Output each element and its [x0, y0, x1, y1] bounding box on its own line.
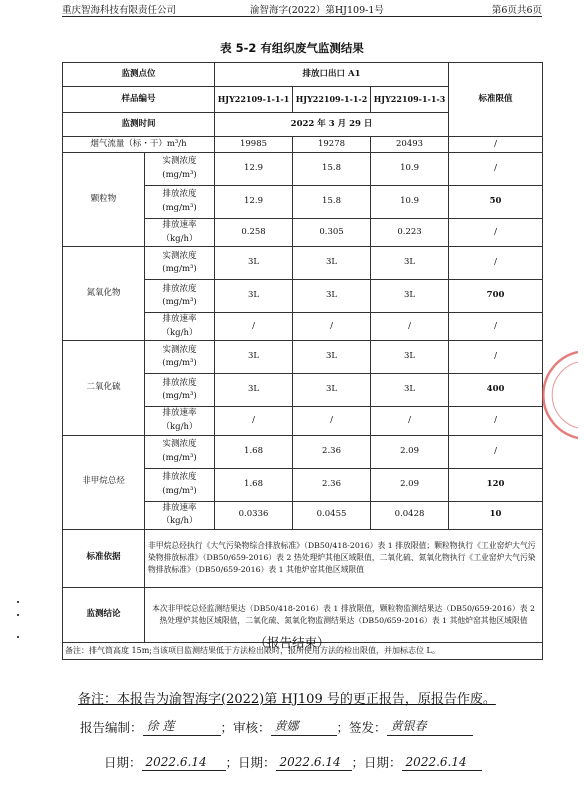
measure-label	[145, 374, 215, 407]
sample-id: HJY22109-1-1-2	[293, 87, 371, 113]
measure-value: 10.9	[371, 186, 449, 219]
flow-value: 20493	[371, 137, 449, 153]
measure-label	[145, 341, 215, 374]
measure-value: 0.0336	[215, 501, 293, 529]
measure-unit: (mg/m³)	[162, 264, 197, 275]
measure-value: 3L	[371, 280, 449, 313]
correction-remark: 备注：本报告为渝智海字(2022)第 HJ109 号的更正报告，原报告作废。	[78, 692, 496, 707]
measure-value: 15.8	[293, 153, 371, 186]
limit-value: /	[449, 247, 543, 280]
flow-value: 19278	[293, 137, 371, 153]
measure-value: /	[371, 407, 449, 435]
table-title: 表 5-2 有组织废气监测结果	[220, 41, 364, 55]
measure-label-line: 排放浓度	[162, 189, 197, 200]
measure-unit: (mg/m³)	[162, 203, 197, 213]
measure-value: 3L	[215, 341, 293, 374]
report-end: （报告结束）	[254, 635, 330, 650]
measure-value: 0.258	[215, 219, 293, 247]
measure-unit: (mg/m³)	[162, 452, 197, 463]
measure-value: /	[215, 407, 293, 435]
measure-unit: (mg/m³)	[162, 170, 197, 180]
measure-value: /	[215, 313, 293, 341]
results-table	[62, 62, 543, 660]
date-label: ；日期：	[351, 755, 402, 770]
measure-label-line: 排放浓度	[162, 283, 197, 294]
editor-signature: 徐 莲	[146, 719, 175, 733]
measure-value: 3L	[293, 374, 371, 407]
flow-label: 烟气流量（标・干）m³/h	[63, 137, 215, 153]
flow-limit: /	[449, 137, 543, 153]
table-remark: 备注：排气筒高度 15m;当该项目监测结果低于方法检出限时，报所使用方法的检出限值，并加标志位 L。	[63, 642, 543, 659]
measure-label	[145, 468, 215, 501]
limit-value: /	[449, 153, 543, 186]
binding-mark	[17, 601, 19, 603]
measure-value: /	[371, 313, 449, 341]
measure-label-line: 排放速率（kg/h）	[161, 220, 198, 244]
header-report-no: 渝智海字(2022）第HJ109-1号	[250, 5, 384, 16]
signature-row	[80, 717, 473, 736]
date-signer: 2022.6.14	[405, 755, 467, 769]
pollutant-name: 二氧化硫	[63, 341, 145, 435]
measure-value: 0.0428	[371, 501, 449, 529]
pollutant-name: 非甲烷总烃	[63, 435, 145, 529]
measure-label	[145, 247, 215, 280]
conclusion-text: 本次非甲烷总烃监测结果达（DB50/418-2016）表 1 排放限值，颗粒物监测结果达（DB50/659-2016）表 2 热处理炉其他区域限值，二氧化硫、氮氧化物监测结果达（DB50/659-2016）表 1 其他炉窑其他区域限值	[145, 587, 543, 642]
pollutant-name: 氮氧化物	[63, 247, 145, 341]
date-label: ；日期：	[225, 755, 276, 770]
measure-value: 3L	[215, 247, 293, 280]
measure-label-line: 排放浓度	[162, 377, 197, 388]
page-header	[62, 0, 542, 17]
date-reviewer: 2022.6.14	[279, 755, 341, 769]
measure-value: 12.9	[215, 153, 293, 186]
signer-label: ；签发：	[336, 720, 387, 735]
basis-text: 非甲烷总烃执行《大气污染物综合排放标准》（DB50/418-2016）表 1 排放限值；颗粒物执行《工业窑炉大气污染物排放标准》（DB50/659-2016）表 2 热处理炉其他区域限值，二氧化硫、氮氧化物执行《工业窑炉大气污染物排放标准》（DB50/659-2016）表 1 其他炉窑其他区域限值	[145, 529, 543, 587]
measure-value: 3L	[215, 280, 293, 313]
measure-label	[145, 186, 215, 219]
limit-value: 50	[449, 186, 543, 219]
label-conclusion: 监测结论	[63, 587, 145, 642]
measure-value: 2.09	[371, 468, 449, 501]
measure-label-line: 排放速率（kg/h）	[161, 502, 198, 527]
date-label: 日期：	[104, 755, 142, 770]
measure-value: 0.0455	[293, 501, 371, 529]
header-company: 重庆智海科技有限责任公司	[62, 5, 177, 16]
measure-value: 0.305	[293, 219, 371, 247]
editor-label: 报告编制：	[80, 720, 143, 735]
measure-value: /	[293, 407, 371, 435]
label-point: 监测点位	[63, 63, 215, 87]
measure-label-line: 排放浓度	[162, 471, 197, 482]
point-value: 排放口出口 A1	[215, 63, 449, 87]
time-value: 2022 年 3 月 29 日	[215, 113, 449, 137]
sample-id: HJY22109-1-1-1	[215, 87, 293, 113]
label-limit: 标准限值	[449, 63, 543, 137]
measure-value: 3L	[293, 341, 371, 374]
signer-signature: 黄银春	[390, 719, 427, 733]
measure-value: 10.9	[371, 153, 449, 186]
measure-value: 1.68	[215, 435, 293, 468]
measure-label	[145, 219, 215, 247]
measure-unit: (mg/m³)	[162, 391, 197, 402]
limit-value: 400	[449, 374, 543, 407]
measure-label-line: 实测浓度	[162, 344, 197, 355]
limit-value: /	[449, 407, 543, 435]
measure-label-line: 排放速率（kg/h）	[161, 314, 198, 338]
measure-unit: (mg/m³)	[162, 297, 197, 308]
limit-value: /	[449, 341, 543, 374]
limit-value: /	[449, 313, 543, 341]
measure-label	[145, 153, 215, 186]
seal-stamp-fragment	[538, 350, 578, 440]
measure-value: 2.36	[293, 468, 371, 501]
limit-value: /	[449, 435, 543, 468]
measure-value: 15.8	[293, 186, 371, 219]
measure-value: 3L	[293, 280, 371, 313]
measure-value: 0.223	[371, 219, 449, 247]
measure-value: /	[293, 313, 371, 341]
sample-id: HJY22109-1-1-3	[371, 87, 449, 113]
measure-value: 3L	[293, 247, 371, 280]
label-sample: 样品编号	[63, 87, 215, 113]
reviewer-signature: 黄娜	[274, 719, 299, 733]
measure-value: 3L	[371, 341, 449, 374]
binding-mark	[17, 636, 19, 638]
measure-value: 3L	[371, 374, 449, 407]
date-editor: 2022.6.14	[145, 755, 207, 769]
limit-value: 120	[449, 468, 543, 501]
measure-label	[145, 435, 215, 468]
measure-value: 2.09	[371, 435, 449, 468]
measure-label-line: 实测浓度	[162, 250, 197, 261]
measure-label-line: 实测浓度	[162, 438, 197, 449]
measure-value: 2.36	[293, 435, 371, 468]
limit-value: 10	[449, 501, 543, 529]
pollutant-name: 颗粒物	[63, 153, 145, 247]
measure-value: 3L	[371, 247, 449, 280]
measure-label-line: 实测浓度	[162, 156, 197, 167]
reviewer-label: ；审核：	[220, 720, 271, 735]
measure-value: 3L	[215, 374, 293, 407]
label-basis: 标准依据	[63, 529, 145, 587]
date-row	[104, 752, 482, 771]
flow-value: 19985	[215, 137, 293, 153]
binding-mark	[17, 614, 19, 616]
limit-value: 700	[449, 280, 543, 313]
measure-label	[145, 313, 215, 341]
measure-label	[145, 280, 215, 313]
measure-label	[145, 407, 215, 435]
measure-value: 12.9	[215, 186, 293, 219]
measure-value: 1.68	[215, 468, 293, 501]
header-page: 第6页共6页	[491, 5, 542, 16]
measure-label	[145, 501, 215, 529]
limit-value: /	[449, 219, 543, 247]
measure-unit: (mg/m³)	[162, 358, 197, 369]
measure-label-line: 排放速率（kg/h）	[161, 408, 198, 432]
label-time: 监测时间	[63, 113, 215, 137]
measure-unit: (mg/m³)	[162, 485, 197, 496]
